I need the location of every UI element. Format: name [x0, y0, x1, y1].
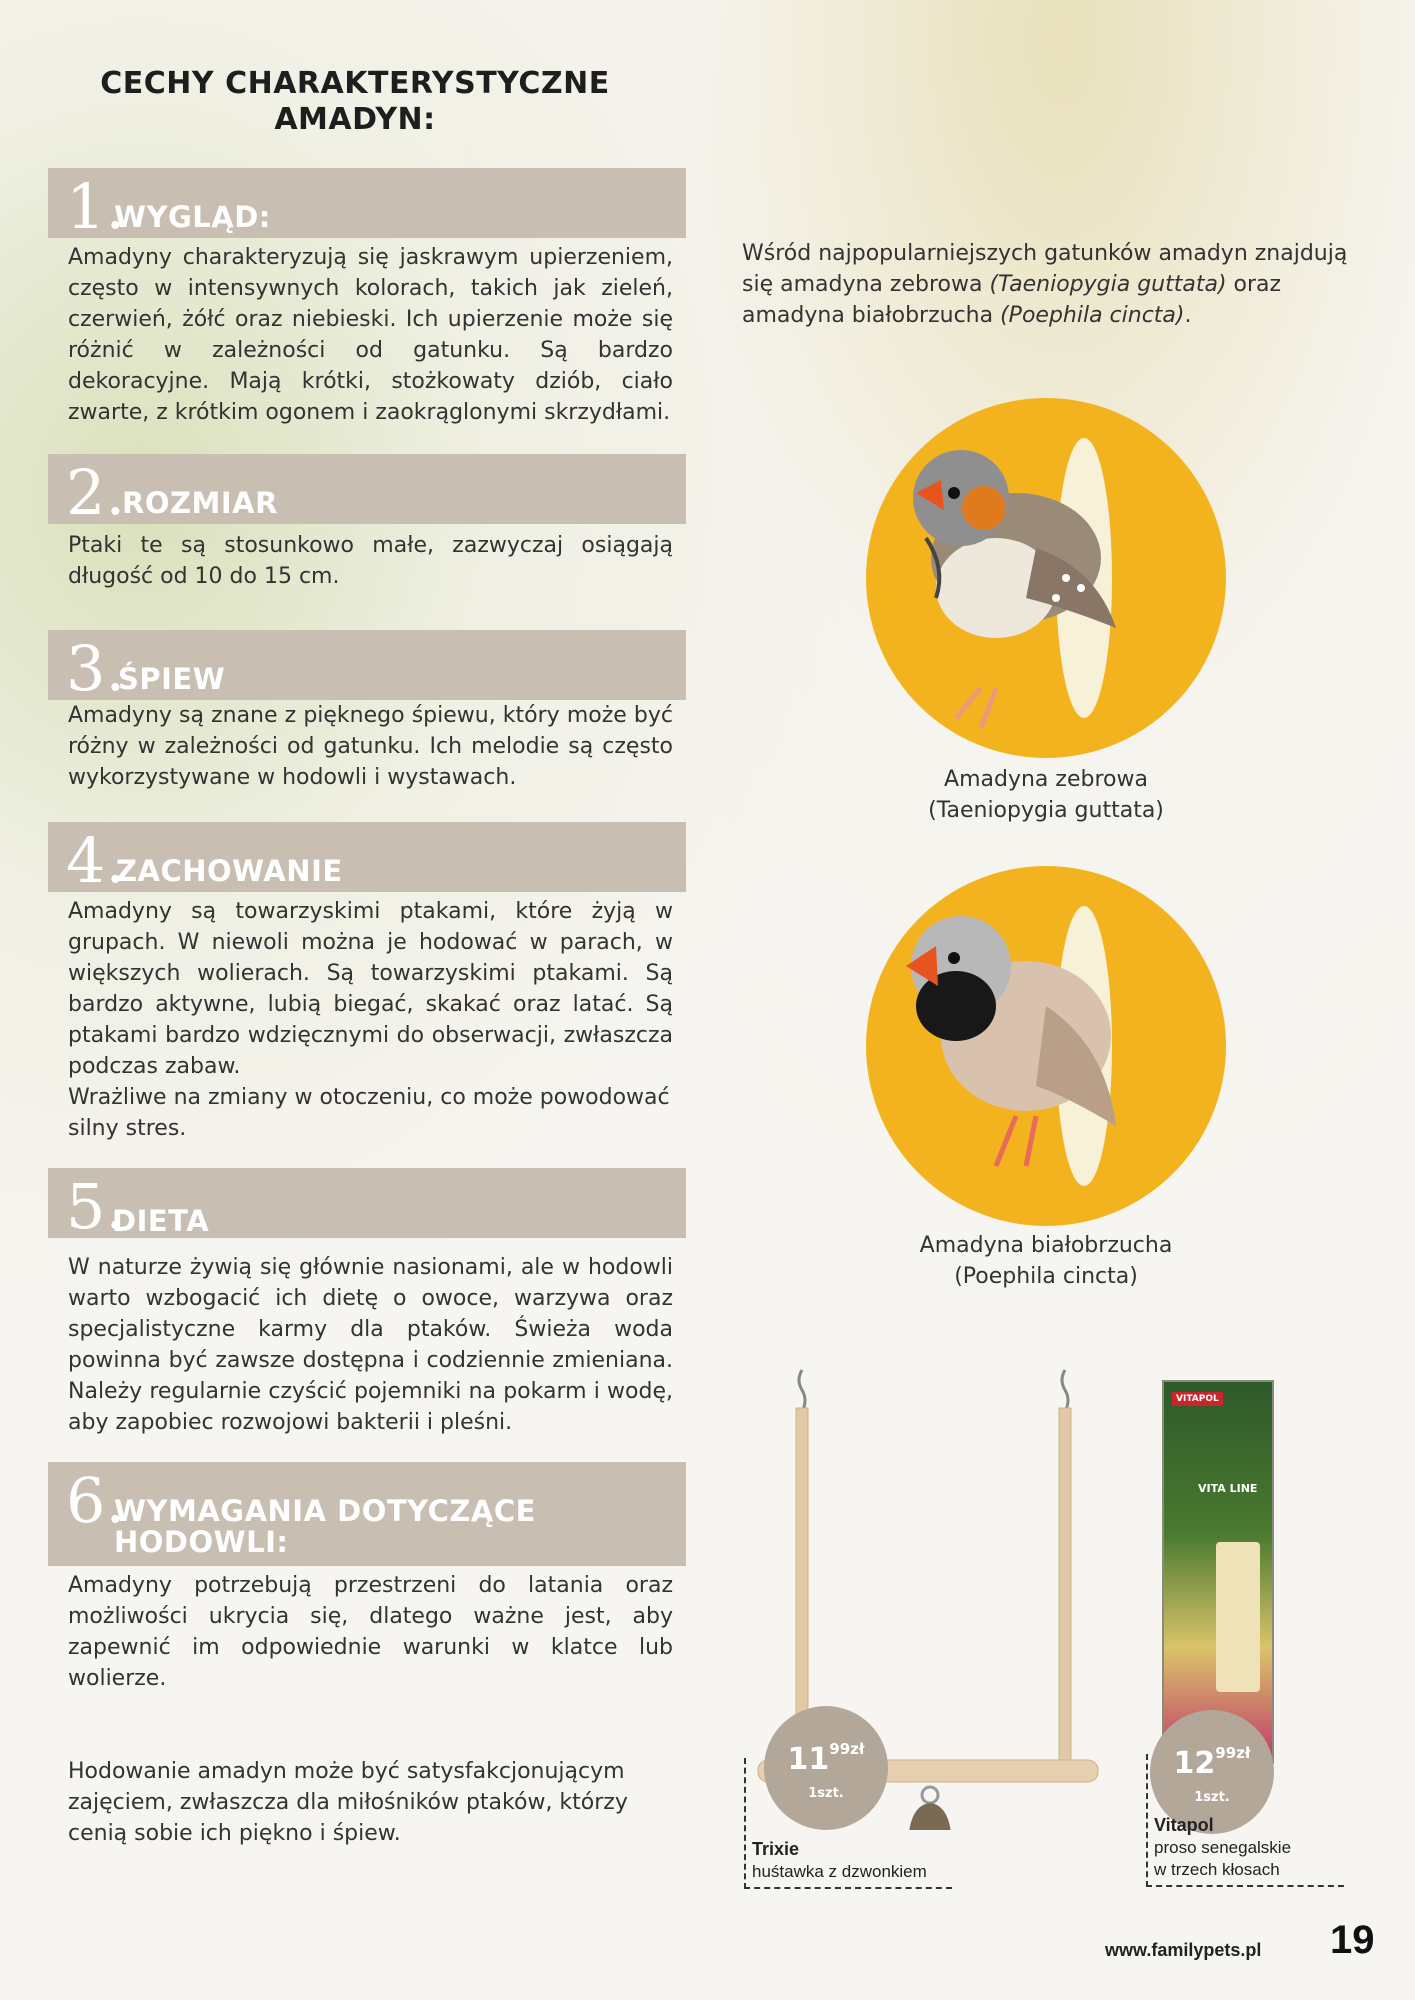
section-title: WYGLĄD:: [114, 200, 271, 234]
product-description: huśtawka z dzwonkiem: [752, 1862, 927, 1881]
intro-text: Wśród najpopularniejszych gatunków amadyn znajdują się amadyna zebrowa: [742, 241, 1348, 297]
section-body-wyglad: Amadyny charakteryzują się jaskrawym upierzeniem, często w intensywnych kolorach, takich jak zieleń, czerwień, żółć oraz niebieski. Ich upierzenie może się różnić w zależności od gatunku. Są bardzo dekoracyjne. Mają krótki, stożkowaty dziób, ciało zwarte, z krótkim ogonem i zaokrąglonymi skrzydłami.: [68, 245, 673, 425]
intro-text: .: [1184, 303, 1192, 328]
product-description: w trzech kłosach: [1154, 1860, 1280, 1879]
longtailed-finch-illustration: [866, 866, 1226, 1226]
section-title: ROZMIAR: [122, 486, 278, 520]
closing-paragraph: Hodowanie amadyn może być satysfakcjonującym zajęciem, zwłaszcza dla miłośników ptaków, którzy cenią sobie ich piękno i śpiew.: [68, 1759, 628, 1846]
section-body-dieta: W naturze żywią się głównie nasionami, ale w hodowli warto wzbogacić ich dietę o owoce, warzywa oraz specjalistyczne karmy dla ptaków. Świeża woda powinna być zawsze dostępna i codziennie zmieniana. Należy regularnie czyścić pojemniki na pokarm i wodę, aby zapobiec rozwojowi bakterii i pleśni.: [68, 1255, 673, 1435]
longtailed-finch-caption: [866, 1230, 1226, 1292]
product-description: proso senegalskie: [1154, 1838, 1292, 1857]
intro-text: oraz amadyna białobrzucha: [742, 272, 1282, 328]
section-header-zachowanie: [48, 822, 686, 897]
millet-product-image: [1162, 1380, 1274, 1764]
zebra-finch-photo: [866, 398, 1226, 758]
intro-italic: (Poephila cincta): [1000, 303, 1185, 328]
section-number: 5.: [66, 1170, 126, 1243]
price-unit: 1szt.: [808, 1786, 844, 1801]
section-header-rozmiar: [48, 454, 686, 529]
section-number: 2.: [66, 456, 126, 529]
section-number: 3.: [66, 632, 126, 705]
section-number: 6.: [66, 1464, 126, 1537]
section-header-spiew: [48, 630, 686, 705]
section-body-wymagania: Amadyny potrzebują przestrzeni do latania oraz możliwości ukrycia się, dlatego ważne jest, aby zapewnić im odpowiednie warunki w klatce lub wolierze.: [68, 1573, 673, 1691]
section-header-wymagania: [48, 1462, 686, 1566]
page-number: 19: [1330, 1918, 1375, 1962]
price-decimal: 99zł: [1215, 1744, 1251, 1762]
page-title: CECHY CHARAKTERYSTYCZNE AMADYN:: [100, 66, 610, 137]
section-header-dieta: [48, 1168, 686, 1243]
section-header-wyglad: [48, 168, 686, 243]
pack-brand: VITAPOL: [1172, 1392, 1223, 1406]
price-integer: 12: [1173, 1746, 1216, 1781]
section-title: ŚPIEW: [118, 662, 226, 696]
section-paragraph: Amadyny są towarzyskimi ptakami, które żyją w grupach. W niewoli można je hodować w parach, w większych wolierach. Są towarzyskimi ptakami. Są bardzo aktywne, lubią biegać, skakać oraz latać. Są ptakami bardzo wdzięcznymi do obserwacji, zwłaszcza podczas zabaw.: [68, 899, 673, 1079]
pack-name: VITA LINE: [1198, 1482, 1258, 1495]
product-label[interactable]: [1146, 1754, 1344, 1887]
zebra-finch-caption: [866, 764, 1226, 826]
zebra-finch-illustration: [866, 398, 1226, 758]
product-label[interactable]: [744, 1758, 952, 1889]
section-number: 4.: [66, 824, 126, 897]
product-brand: Trixie: [752, 1839, 800, 1859]
section-body-zachowanie: [68, 896, 673, 1144]
caption-line: Amadyna białobrzucha: [919, 1233, 1173, 1258]
section-title: DIETA: [112, 1204, 210, 1238]
section-number: 1.: [66, 170, 126, 243]
section-title: WYMAGANIA DOTYCZĄCE HODOWLI:: [114, 1494, 536, 1559]
caption-line: Amadyna zebrowa: [944, 767, 1148, 792]
price-integer: 11: [787, 1742, 830, 1777]
caption-line: (Taeniopygia guttata): [928, 798, 1164, 823]
section-body-spiew: Amadyny są znane z pięknego śpiewu, który może być różny w zależności od gatunku. Ich melodie są często wykorzystywane w hodowli i wystawach.: [68, 703, 673, 790]
product-brand: Vitapol: [1154, 1815, 1214, 1835]
caption-line: (Poephila cincta): [954, 1264, 1138, 1289]
footer-url[interactable]: www.familypets.pl: [1105, 1940, 1262, 1960]
section-paragraph: Wrażliwe na zmiany w otoczeniu, co może powodować silny stres.: [68, 1085, 670, 1141]
price-unit: 1szt.: [1194, 1790, 1230, 1805]
price-decimal: 99zł: [829, 1740, 865, 1758]
longtailed-finch-photo: [866, 866, 1226, 1226]
section-body-rozmiar: Ptaki te są stosunkowo małe, zazwyczaj osiągają długość od 10 do 15 cm.: [68, 533, 673, 589]
section-title: ZACHOWANIE: [116, 854, 343, 888]
intro-italic: (Taeniopygia guttata): [989, 272, 1227, 297]
intro-paragraph: [742, 238, 1362, 331]
